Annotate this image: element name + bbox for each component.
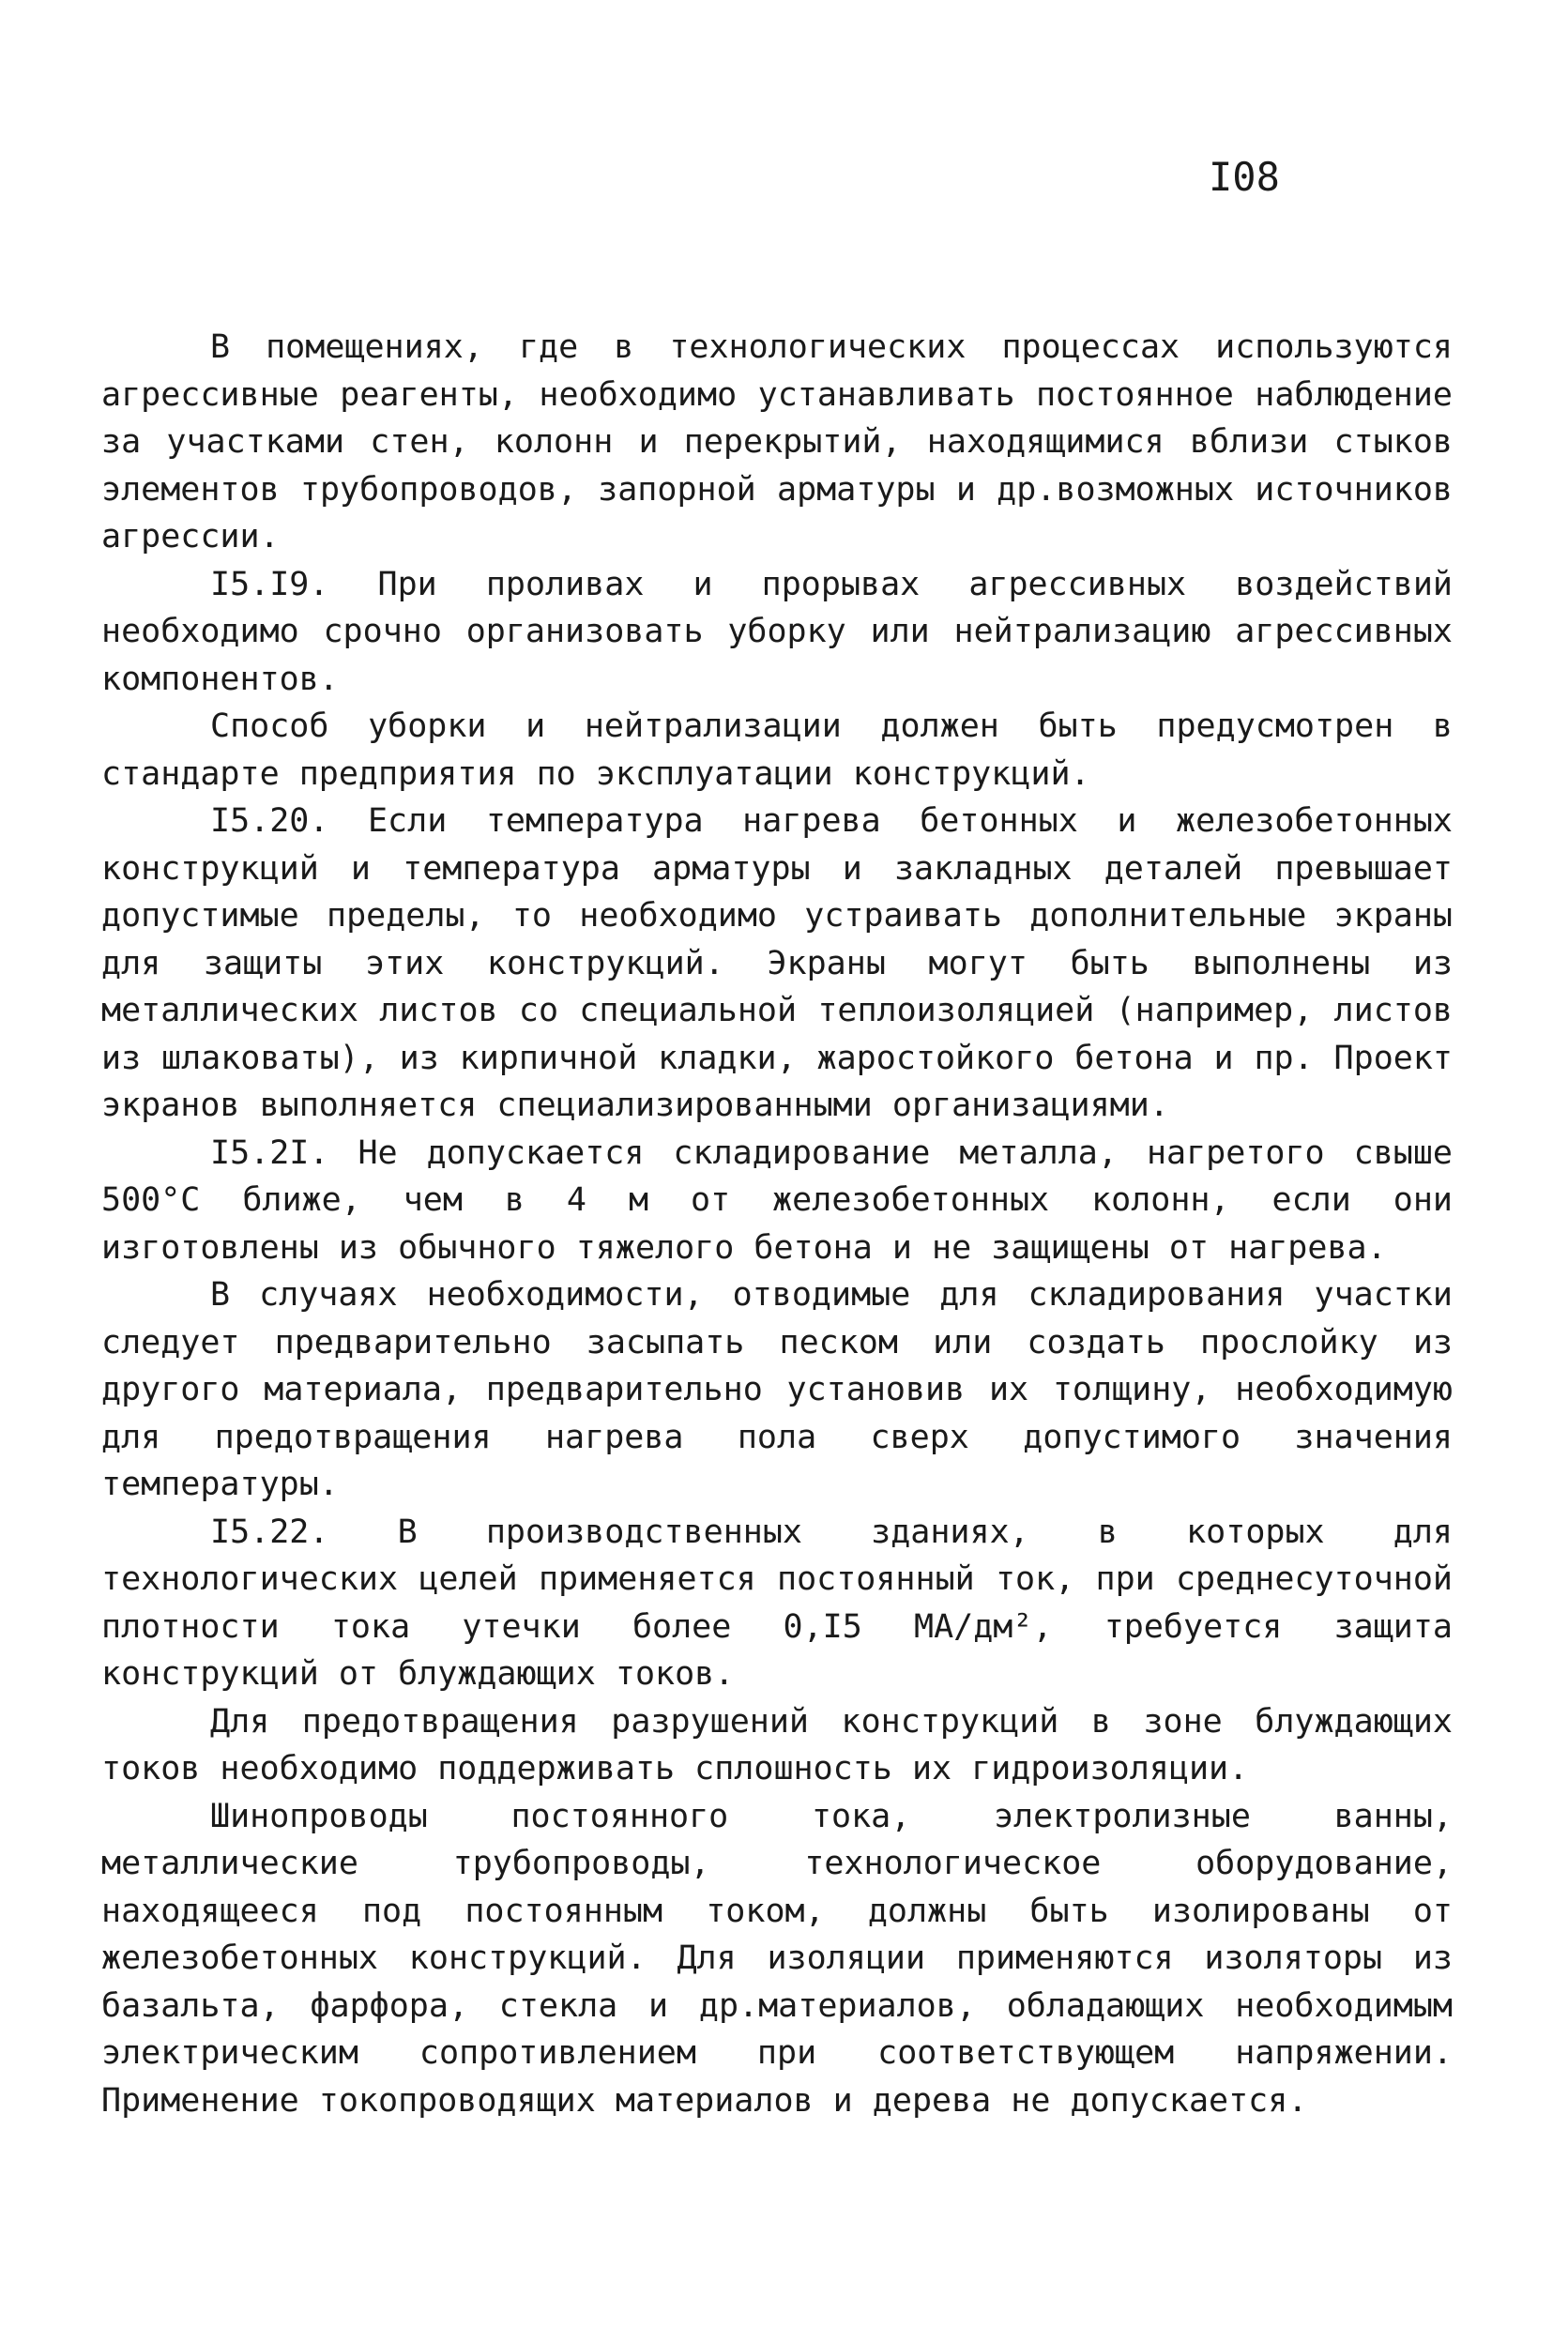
- paragraph-storage-areas: В случаях необходимости, отводимые для складирования участки следует предварительно засыпать песком или создать прослойку из другого материала, предварительно установив их толщину, необходимую для предотвращения нагрева пола сверх допустимого значения температуры.: [101, 1276, 1453, 1503]
- paragraph-stray-currents: Для предотвращения разрушений конструкций в зоне блуждающих токов необходимо поддерживать сплошность их гидроизоляции.: [101, 1702, 1453, 1787]
- paragraph-15-19: I5.I9. При проливах и прорывах агрессивных воздействий необходимо срочно организовать уборку или нейтрализацию агрессивных компонентов.: [101, 565, 1453, 698]
- paragraph-busbars-insulation: Шинопроводы постоянного тока, электролизные ванны, металлические трубопроводы, технологическое оборудование, находящееся под постоянным током, должны быть изолированы от железобетонных конструкций. Для изоляции применяются изоляторы из базальта, фарфора, стекла и др.материалов, обладающих необходимым электрическим сопротивлением при соответствующем напряжении. Применение токопроводящих материалов и дерева не допускается.: [101, 1797, 1453, 2120]
- paragraph-15-21: I5.2I. Не допускается складирование металла, нагретого свыше 500°С ближе, чем в 4 м от железобетонных колонн, если они изготовлены из обычного тяжелого бетона и не защищены от нагрева.: [101, 1133, 1453, 1267]
- paragraph-15-20: I5.20. Если температура нагрева бетонных и железобетонных конструкций и температура арматуры и закладных деталей превышает допустимые пределы, то необходимо устраивать дополнительные экраны для защиты этих конструкций. Экраны могут быть выполнены из металлических листов со специальной теплоизоляцией (например, листов из шлаковаты), из кирпичной кладки, жаростойкого бетона и пр. Проект экранов выполняется специализированными организациями.: [101, 802, 1453, 1124]
- page-number: I08: [1209, 154, 1280, 200]
- body-text: [101, 324, 1453, 2124]
- paragraph-aggressive-reagents: В помещениях, где в технологических процессах используются агрессивные реагенты, необходимо устанавливать постоянное наблюдение за участками стен, колонн и перекрытий, находящимися вблизи стыков элементов трубопроводов, запорной арматуры и др.возможных источников агрессии.: [101, 328, 1453, 555]
- paragraph-15-22: I5.22. В производственных зданиях, в которых для технологических целей применяется постоянный ток, при среднесуточной плотности тока утечки более 0,I5 МА/дм², требуется защита конструкций от блуждающих токов.: [101, 1513, 1453, 1693]
- paragraph-cleanup-method: Способ уборки и нейтрализации должен быть предусмотрен в стандарте предприятия по эксплуатации конструкций.: [101, 707, 1453, 793]
